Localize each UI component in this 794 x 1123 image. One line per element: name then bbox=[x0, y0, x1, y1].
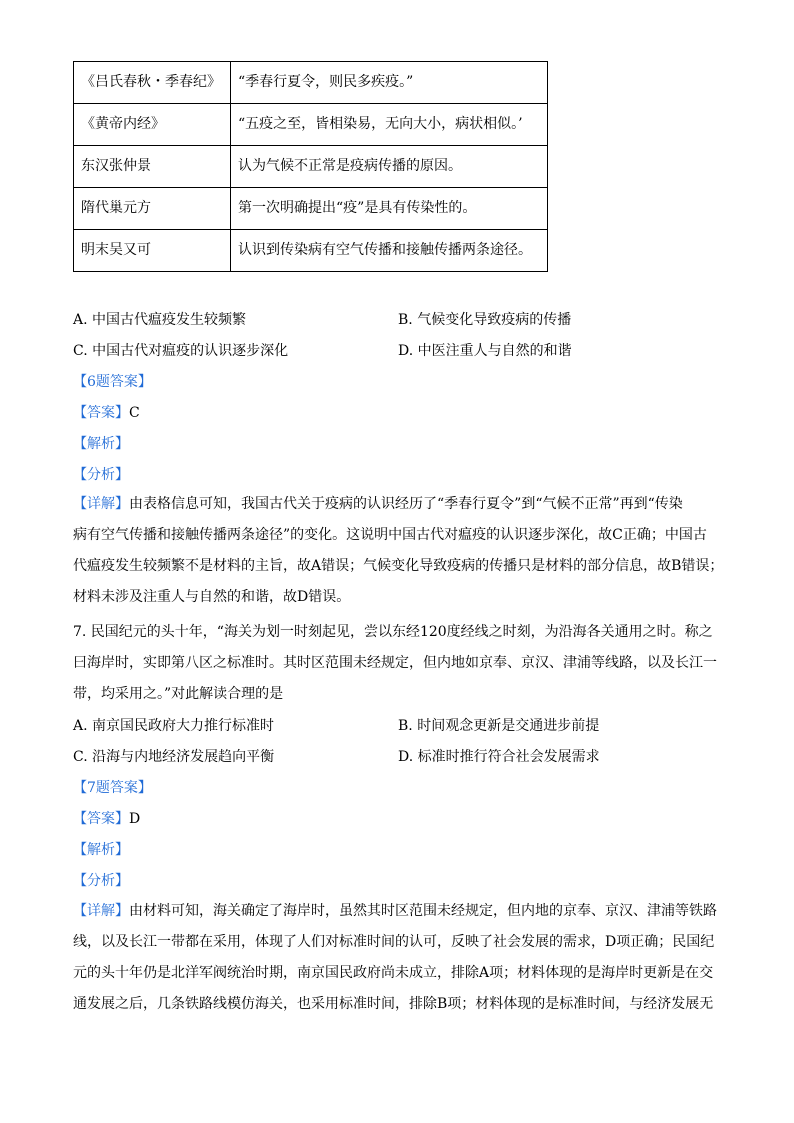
table-cell-content: “季春行夏令，则民多疾疫。” bbox=[231, 62, 548, 104]
q7-options bbox=[73, 711, 733, 773]
detail-line: 通发展之后，几条铁路线模仿海关，也采用标准时间，排除B项；材料体现的是标准时间，与经济发展无 bbox=[73, 996, 714, 1012]
q6-answer-section: 【6题答案】 bbox=[73, 374, 152, 390]
table-cell-content: “五疫之至，皆相染易，无向大小，病状相似。’ bbox=[231, 104, 548, 146]
table-cell-content: 第一次明确提出“疫”是具有传染性的。 bbox=[231, 188, 548, 230]
q7-analysis-tag: 【解析】 bbox=[73, 842, 129, 858]
table-cell-content: 认为气候不正常是疫病传播的原因。 bbox=[231, 146, 548, 188]
table-row bbox=[74, 188, 548, 230]
q6-option-a: A. 中国古代瘟疫发生较频繁 bbox=[73, 312, 247, 328]
detail-line bbox=[73, 489, 723, 520]
stem-line: 7. 民国纪元的头十年，“海关为划一时刻起见，尝以东经120度经线之时刻，为沿海各关通用之时。称之 bbox=[73, 624, 713, 640]
table-cell-source: 隋代巢元方 bbox=[74, 188, 231, 230]
q7-option-c: C. 沿海与内地经济发展趋向平衡 bbox=[73, 749, 275, 765]
stem-line: 曰海岸时，实即第八区之标准时。其时区范围未经规定，但内地如京奉、京汉、津浦等线路，以及长江一 bbox=[73, 655, 717, 671]
q7-answer-section: 【7题答案】 bbox=[73, 780, 152, 796]
q6-analysis-tag: 【解析】 bbox=[73, 436, 129, 452]
detail-line: 元的头十年仍是北洋军阀统治时期，南京国民政府尚未成立，排除A项；材料体现的是海岸时更新是在交 bbox=[73, 965, 714, 981]
q7-option-d: D. 标准时推行符合社会发展需求 bbox=[398, 749, 600, 765]
q7-detail bbox=[73, 896, 723, 1020]
table-row bbox=[74, 230, 548, 272]
detail-line: 病有空气传播和接触传播两条途径”的变化。这说明中国古代对瘟疫的认识逐步深化，故C正确；中国古 bbox=[73, 527, 707, 543]
q6-detail bbox=[73, 489, 723, 613]
answer-tag: 【答案】 bbox=[73, 405, 129, 421]
q7-option-b: B. 时间观念更新是交通进步前提 bbox=[398, 718, 600, 734]
detail-text: 由表格信息可知，我国古代关于疫病的认识经历了“季春行夏令”到“气候不正常”再到“传染 bbox=[129, 496, 683, 512]
q7-option-a: A. 南京国民政府大力推行标准时 bbox=[73, 718, 275, 734]
answer-value: C bbox=[129, 405, 140, 421]
table-cell-source: 明末吴又可 bbox=[74, 230, 231, 272]
detail-line bbox=[73, 896, 723, 927]
detail-tag: 【详解】 bbox=[73, 903, 129, 919]
answer-value: D bbox=[129, 811, 141, 827]
q6-option-c: C. 中国古代对瘟疫的认识逐步深化 bbox=[73, 343, 289, 359]
table-cell-source: 《吕氏春秋・季春纪》 bbox=[74, 62, 231, 104]
table-cell-content: 认识到传染病有空气传播和接触传播两条途径。 bbox=[231, 230, 548, 272]
stem-line: 带，均采用之。”对此解读合理的是 bbox=[73, 686, 284, 702]
source-table bbox=[73, 61, 548, 272]
q7-stem bbox=[73, 617, 723, 710]
q7-answer bbox=[73, 809, 140, 830]
table-row bbox=[74, 104, 548, 146]
detail-line: 代瘟疫发生较频繁不是材料的主旨，故A错误；气候变化导致疫病的传播只是材料的部分信息，故B错误； bbox=[73, 558, 724, 574]
q7-fenxi-tag: 【分析】 bbox=[73, 873, 129, 889]
detail-text: 由材料可知，海关确定了海岸时，虽然其时区范围未经规定，但内地的京奉、京汉、津浦等铁路 bbox=[129, 903, 717, 919]
answer-tag: 【答案】 bbox=[73, 811, 129, 827]
detail-line: 线，以及长江一带都在采用，体现了人们对标准时间的认可，反映了社会发展的需求，D项正确；民国纪 bbox=[73, 934, 715, 950]
table-row bbox=[74, 146, 548, 188]
q6-fenxi-tag: 【分析】 bbox=[73, 467, 129, 483]
q6-option-d: D. 中医注重人与自然的和谐 bbox=[398, 343, 572, 359]
q6-options bbox=[73, 305, 733, 367]
detail-line: 材料未涉及注重人与自然的和谐，故D错误。 bbox=[73, 589, 351, 605]
table-cell-source: 《黄帝内经》 bbox=[74, 104, 231, 146]
table-row bbox=[74, 62, 548, 104]
q6-answer bbox=[73, 403, 140, 424]
table-cell-source: 东汉张仲景 bbox=[74, 146, 231, 188]
detail-tag: 【详解】 bbox=[73, 496, 129, 512]
q6-option-b: B. 气候变化导致疫病的传播 bbox=[398, 312, 572, 328]
